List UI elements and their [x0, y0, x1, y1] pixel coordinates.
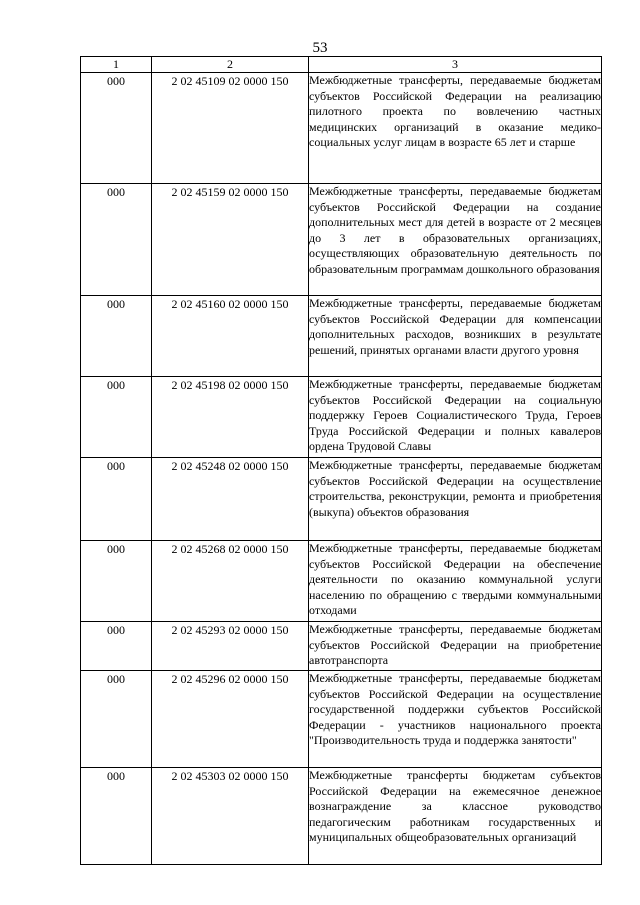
description-cell: Межбюджетные трансферты, передаваемые бюджетам субъектов Российской Федерации на создание дополнительных мест для детей в возрасте от 2 месяцев до 3 лет в образовательных организациях, осуществляющих образовательную деятельность по образовательным программам дошкольного образования [309, 184, 602, 296]
page-number: 53 [312, 40, 328, 56]
budget-classification-table [80, 56, 602, 865]
column-header-3: 3 [309, 57, 602, 73]
table-row [81, 458, 602, 541]
description-cell: Межбюджетные трансферты, передаваемые бюджетам субъектов Российской Федерации на осуществление государственной поддержки субъектов Российской Федерации - участников национального проекта "Производительность труда и поддержка занятости" [309, 671, 602, 768]
table-row [81, 541, 602, 622]
description-cell: Межбюджетные трансферты, передаваемые бюджетам субъектов Российской Федерации на осуществление строительства, реконструкции, ремонта и приобретения (выкупа) объектов образования [309, 458, 602, 541]
description-cell: Межбюджетные трансферты, передаваемые бюджетам субъектов Российской Федерации на приобретение автотранспорта [309, 622, 602, 671]
table-row [81, 622, 602, 671]
description-cell: Межбюджетные трансферты, передаваемые бюджетам субъектов Российской Федерации на обеспечение деятельности по оказанию коммунальной услуги населению по обращению с твердыми коммунальными отходами [309, 541, 602, 622]
description-cell: Межбюджетные трансферты, передаваемые бюджетам субъектов Российской Федерации на реализацию пилотного проекта по вовлечению частных медицинских организаций в оказание медико-социальных услуг лицам в возрасте 65 лет и старше [309, 73, 602, 184]
kbk-code-cell: 2 02 45198 02 0000 150 [152, 377, 309, 458]
admin-code-cell: 000 [81, 73, 152, 184]
column-header-2: 2 [152, 57, 309, 73]
kbk-code-cell: 2 02 45248 02 0000 150 [152, 458, 309, 541]
description-cell: Межбюджетные трансферты, передаваемые бюджетам субъектов Российской Федерации на социальную поддержку Героев Социалистического Труда, Героев Труда Российской Федерации и полных кавалеров ордена Трудовой Славы [309, 377, 602, 458]
description-cell: Межбюджетные трансферты бюджетам субъектов Российской Федерации на ежемесячное денежное вознаграждение за классное руководство педагогическим работникам государственных и муниципальных общеобразовательных организаций [309, 768, 602, 865]
table-row [81, 184, 602, 296]
admin-code-cell: 000 [81, 184, 152, 296]
kbk-code-cell: 2 02 45160 02 0000 150 [152, 296, 309, 377]
admin-code-cell: 000 [81, 541, 152, 622]
table-row [81, 768, 602, 865]
kbk-code-cell: 2 02 45296 02 0000 150 [152, 671, 309, 768]
column-header-1: 1 [81, 57, 152, 73]
table-row [81, 73, 602, 184]
table-row [81, 377, 602, 458]
kbk-code-cell: 2 02 45159 02 0000 150 [152, 184, 309, 296]
admin-code-cell: 000 [81, 768, 152, 865]
admin-code-cell: 000 [81, 671, 152, 768]
table-row [81, 296, 602, 377]
admin-code-cell: 000 [81, 622, 152, 671]
table-row [81, 671, 602, 768]
table-header-row [81, 57, 602, 73]
kbk-code-cell: 2 02 45268 02 0000 150 [152, 541, 309, 622]
admin-code-cell: 000 [81, 296, 152, 377]
admin-code-cell: 000 [81, 458, 152, 541]
kbk-code-cell: 2 02 45109 02 0000 150 [152, 73, 309, 184]
kbk-code-cell: 2 02 45293 02 0000 150 [152, 622, 309, 671]
description-cell: Межбюджетные трансферты, передаваемые бюджетам субъектов Российской Федерации для компенсации дополнительных расходов, возникших в результате решений, принятых органами власти другого уровня [309, 296, 602, 377]
admin-code-cell: 000 [81, 377, 152, 458]
kbk-code-cell: 2 02 45303 02 0000 150 [152, 768, 309, 865]
